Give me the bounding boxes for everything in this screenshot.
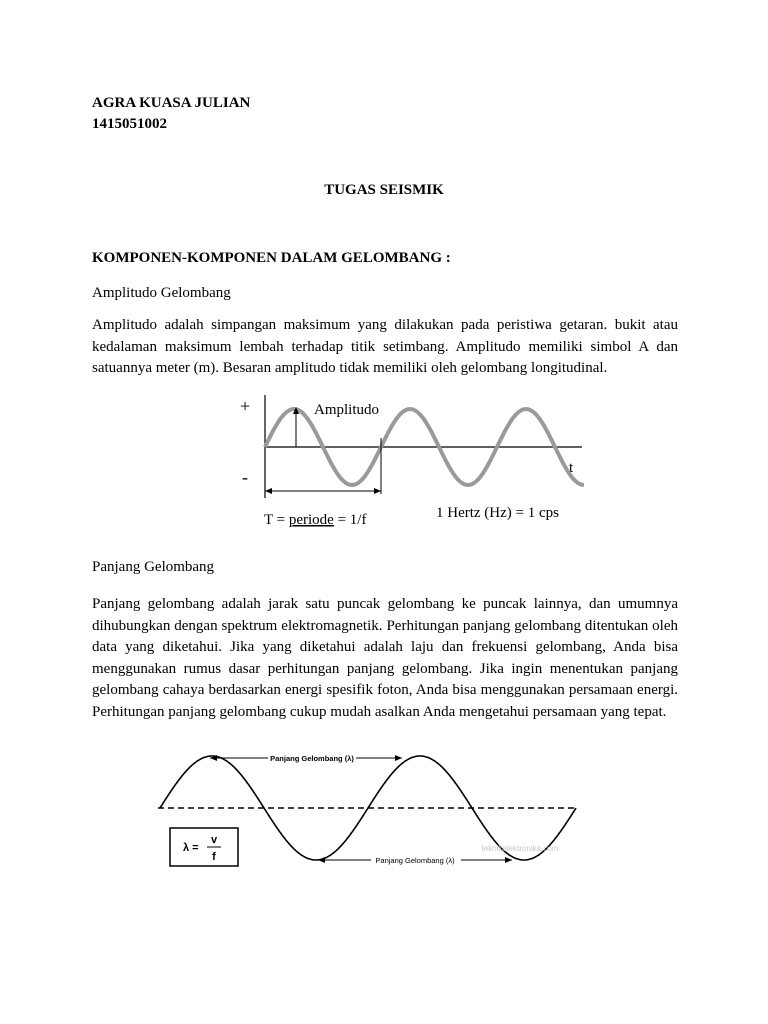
section-heading: KOMPONEN-KOMPONEN DALAM GELOMBANG :	[92, 250, 451, 266]
formula-box	[170, 828, 238, 866]
wavelength-bottom-label: Panjang Gelombang (λ)	[375, 856, 455, 865]
plus-label: +	[240, 396, 251, 416]
formula-numerator: v	[210, 834, 218, 846]
author-name: AGRA KUASA JULIAN	[92, 95, 251, 111]
time-axis-label: t	[569, 460, 574, 476]
wavelength-top-label: Panjang Gelombang (λ)	[270, 754, 354, 763]
wavelength-diagram	[150, 745, 590, 875]
period-label: T = periode = 1/f	[264, 512, 367, 528]
author-id: 1415051002	[92, 116, 167, 132]
amplitude-label: Amplitudo	[314, 402, 380, 418]
formula-denominator: f	[212, 851, 216, 863]
amplitude-paragraph: Amplitudo adalah simpangan maksimum yang dilakukan pada peristiwa getaran. bukit atau kedalaman maksimum lembah terhadap titik setimbang. Amplitudo memiliki simbol A dan satuannya meter (m). Besaran amplitudo tidak memiliki oleh gelombang longitudinal.	[92, 317, 678, 376]
minus-label: -	[242, 467, 248, 487]
watermark: teknikelektronika.com	[481, 844, 559, 853]
wavelength-subheading: Panjang Gelombang	[92, 559, 215, 575]
amplitude-diagram	[230, 390, 600, 540]
formula-lhs: λ =	[183, 842, 199, 854]
page-title: TUGAS SEISMIK	[324, 182, 444, 198]
amplitude-subheading: Amplitudo Gelombang	[92, 285, 231, 301]
hertz-label: 1 Hertz (Hz) = 1 cps	[436, 505, 559, 521]
wavelength-paragraph: Panjang gelombang adalah jarak satu puncak gelombang ke puncak lainnya, dan umumnya dihubungkan dengan spektrum elektromagnetik. Perhitungan panjang gelombang ditentukan oleh data yang diketahui. Jika yang diketahui adalah laju dan frekuensi gelombang, Anda bisa menggunakan rumus dasar perhitungan panjang gelombang. Jika ingin menentukan panjang gelombang cahaya berdasarkan energi spesifik foton, Anda bisa menggunakan persamaan energi. Perhitungan panjang gelombang cukup mudah asalkan Anda mengetahui persamaan yang tepat.	[92, 596, 678, 720]
